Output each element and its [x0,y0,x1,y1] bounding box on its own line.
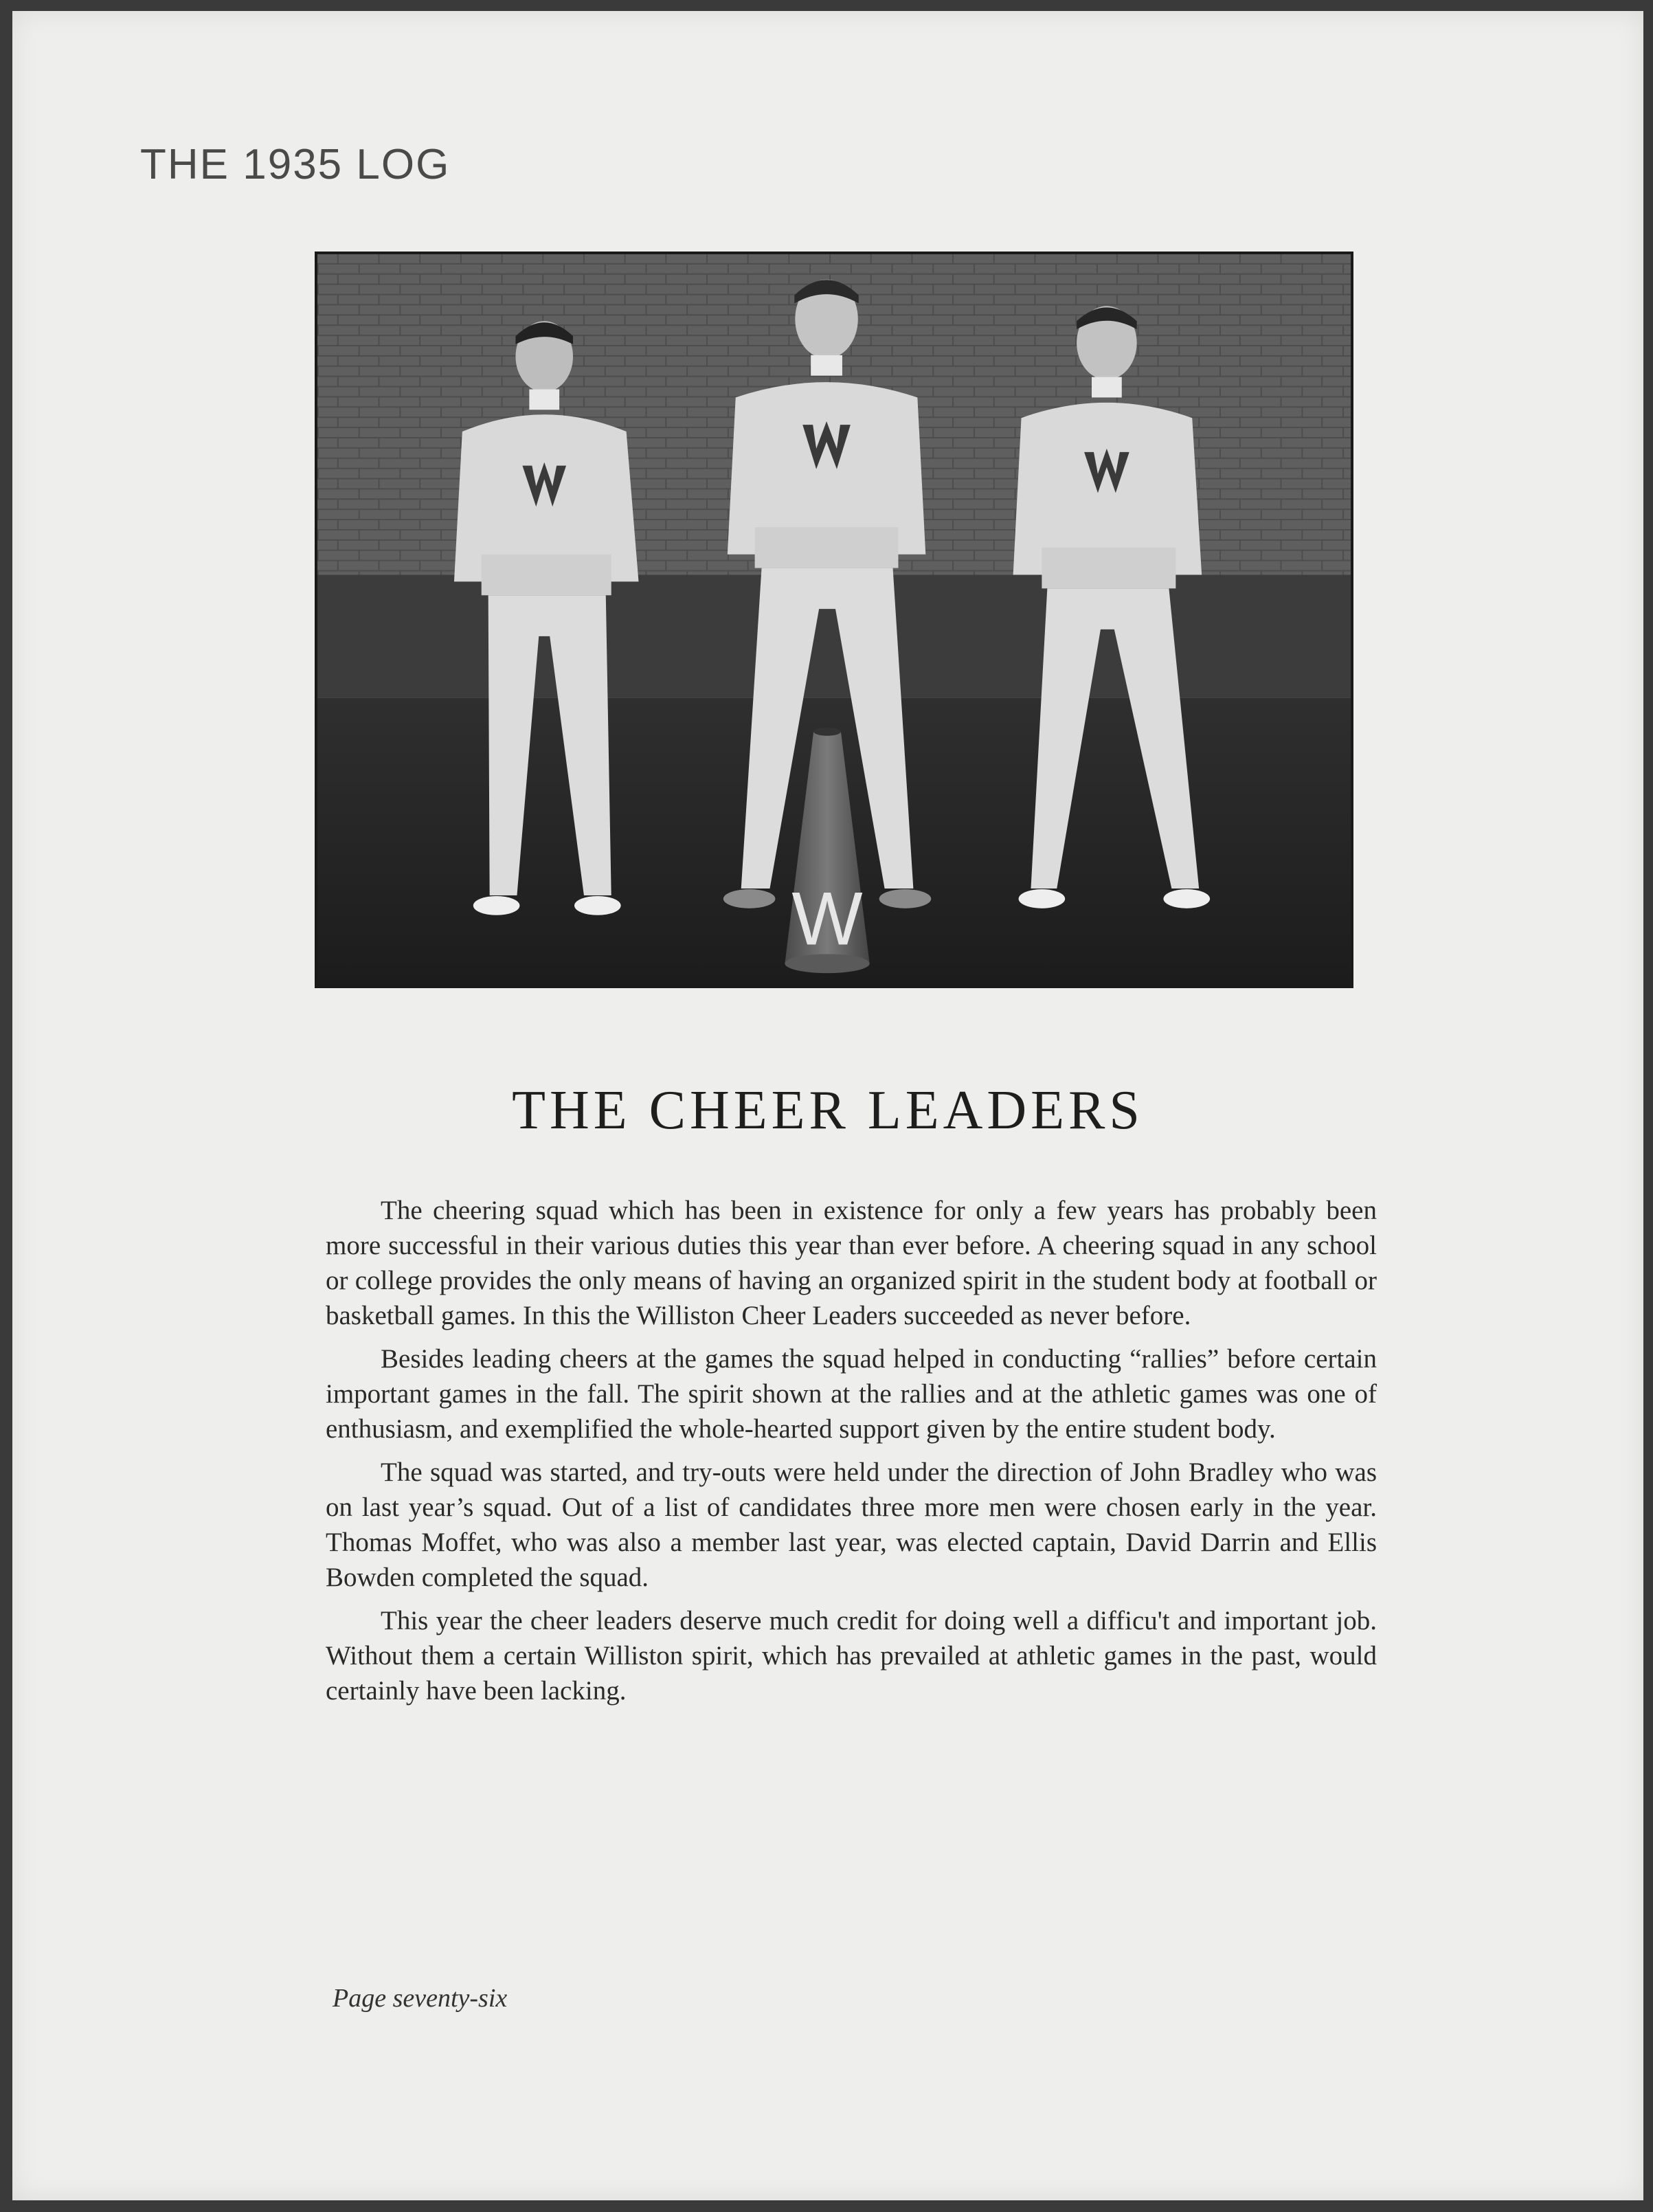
running-head: THE 1935 LOG [140,141,451,188]
paragraph: The squad was started, and try-outs were held under the direction of John Bradley who was on last year’s squad. Out of a list of candidates three more men were chosen early in the year. Thomas Moffet, who was also a member last year, was elected captain, David Darrin and Ellis Bowden completed the squad. [326,1457,1377,1592]
paragraph: The cheering squad which has been in existence for only a few years has probably been more successful in their various duties this year than ever before. A cheering squad in any school or college provides the only means of having an organized spirit in the student body at football or basketball games. In this the Williston Cheer Leaders succeeded as never before. [326,1196,1377,1330]
paragraph: This year the cheer leaders deserve much credit for doing well a difficu't and important job. Without them a certain Williston spirit, which has prevailed at athletic games in the past, would certainly have been lacking. [326,1606,1377,1706]
article-body [326,1193,1377,1717]
article-title: THE CHEER LEADERS [512,1080,1144,1141]
photo-illustration [317,254,1351,985]
paragraph: Besides leading cheers at the games the squad helped in conducting “rallies” before certain important games in the fall. The spirit shown at the rallies and at the athletic games was one of enthusiasm, and exemplified the whole-hearted support given by the entire student body. [326,1344,1377,1444]
cheer-leaders-photo [315,252,1353,988]
page-number: Page seventy-six [333,1984,508,2013]
yearbook-page [12,11,1643,2200]
megaphone-letter: W [791,877,863,961]
